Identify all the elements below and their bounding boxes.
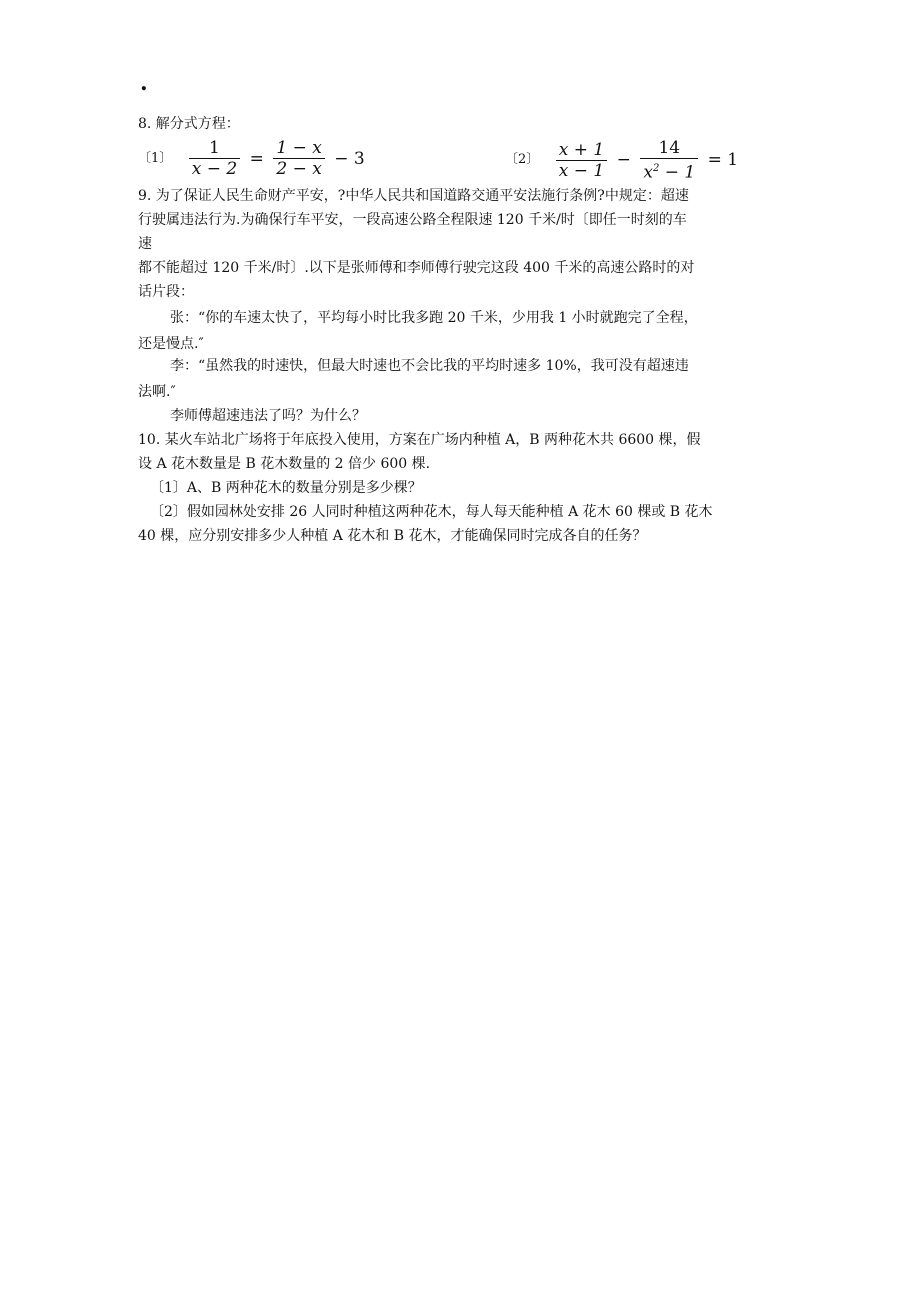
q8-eq1-fraction-1 xyxy=(189,138,240,179)
q8-eq2-f2-denominator xyxy=(640,159,698,183)
q8-eq1-equals: = xyxy=(249,148,264,169)
q8-title: 8. 解分式方程： xyxy=(138,116,240,132)
q10-line-1: 10. 某火车站北广场将于年底投入使用，方案在广场内种植 A，B 两种花木共 6600 棵，假 xyxy=(138,432,701,448)
q8-eq2-f2-numerator: 14 xyxy=(640,138,698,159)
q9-line-1: 9. 为了保证人民生命财产平安，?中华人民共和国道路交通平安法施行条例?中规定：超速 xyxy=(138,188,689,204)
q9-line-4: 都不能超过 120 千米/时〕.以下是张师傅和李师傅行驶完这段 400 千米的高速公路时的对 xyxy=(138,260,695,276)
q9-dialogue-zhang-cont: 还是慢点.″ xyxy=(138,336,204,352)
q8-eq2-tail: = 1 xyxy=(707,150,739,171)
q8-eq2-label: 〔2〕 xyxy=(505,152,540,168)
q9-dialogue-li: 李：“虽然我的时速快，但最大时速也不会比我的平均时速多 10%，我可没有超速违 xyxy=(170,358,689,374)
q8-eq2-fraction-2 xyxy=(640,138,698,183)
q9-line-3: 速 xyxy=(138,236,152,252)
q9-question: 李师傅超速违法了吗？为什么？ xyxy=(170,408,366,424)
q8-eq2-f2-den-rest: − 1 xyxy=(659,162,696,183)
q8-eq2-minus: − xyxy=(616,150,631,171)
q8-eq1-fraction-2 xyxy=(273,138,324,179)
q8-eq2-f1-denominator: x − 1 xyxy=(558,160,605,181)
q9-dialogue-li-cont: 法啊.″ xyxy=(138,384,176,400)
q10-line-2: 设 A 花木数量是 B 花木数量的 2 倍少 600 棵. xyxy=(138,456,431,472)
q9-line-2: 行驶属违法行为.为确保行车平安，一段高速公路全程限速 120 千米/时〔即任一时刻的车 xyxy=(138,212,687,228)
q8-eq1-f2-numerator: 1 − x xyxy=(273,138,324,159)
q8-equation-1 xyxy=(138,138,368,179)
q10-part-2-cont: 40 棵，应分别安排多少人种植 A 花木和 B 花木，才能确保同时完成各自的任务？ xyxy=(138,528,647,544)
q8-eq2-f1-numerator: x + 1 xyxy=(556,140,607,161)
q9-dialogue-zhang: 张：“你的车速太快了，平均每小时比我多跑 20 千米，少用我 1 小时就跑完了全程， xyxy=(170,310,698,326)
q9-line-5: 话片段： xyxy=(138,284,194,300)
bullet-dot: . xyxy=(140,70,148,96)
q8-eq2-fraction-1 xyxy=(556,140,607,181)
q8-equation-2 xyxy=(505,138,741,183)
q10-part-2: 〔2〕假如园林处安排 26 人同时种植这两种花木，每人每天能种植 A 花木 60 棵或 B 花木 xyxy=(150,504,713,520)
q8-eq1-f2-denominator: 2 − x xyxy=(276,159,322,179)
q8-eq2-f2-den-exponent: 2 xyxy=(652,163,660,174)
q8-eq1-label: 〔1〕 xyxy=(138,150,173,166)
q8-eq1-f1-denominator: x − 2 xyxy=(191,159,238,179)
q8-eq2-f2-den-base: x xyxy=(643,162,653,183)
q8-eq1-f1-numerator: 1 xyxy=(189,138,240,159)
q10-part-1: 〔1〕A、B 两种花木的数量分别是多少棵？ xyxy=(150,480,422,496)
q8-eq1-tail: − 3 xyxy=(334,148,365,169)
